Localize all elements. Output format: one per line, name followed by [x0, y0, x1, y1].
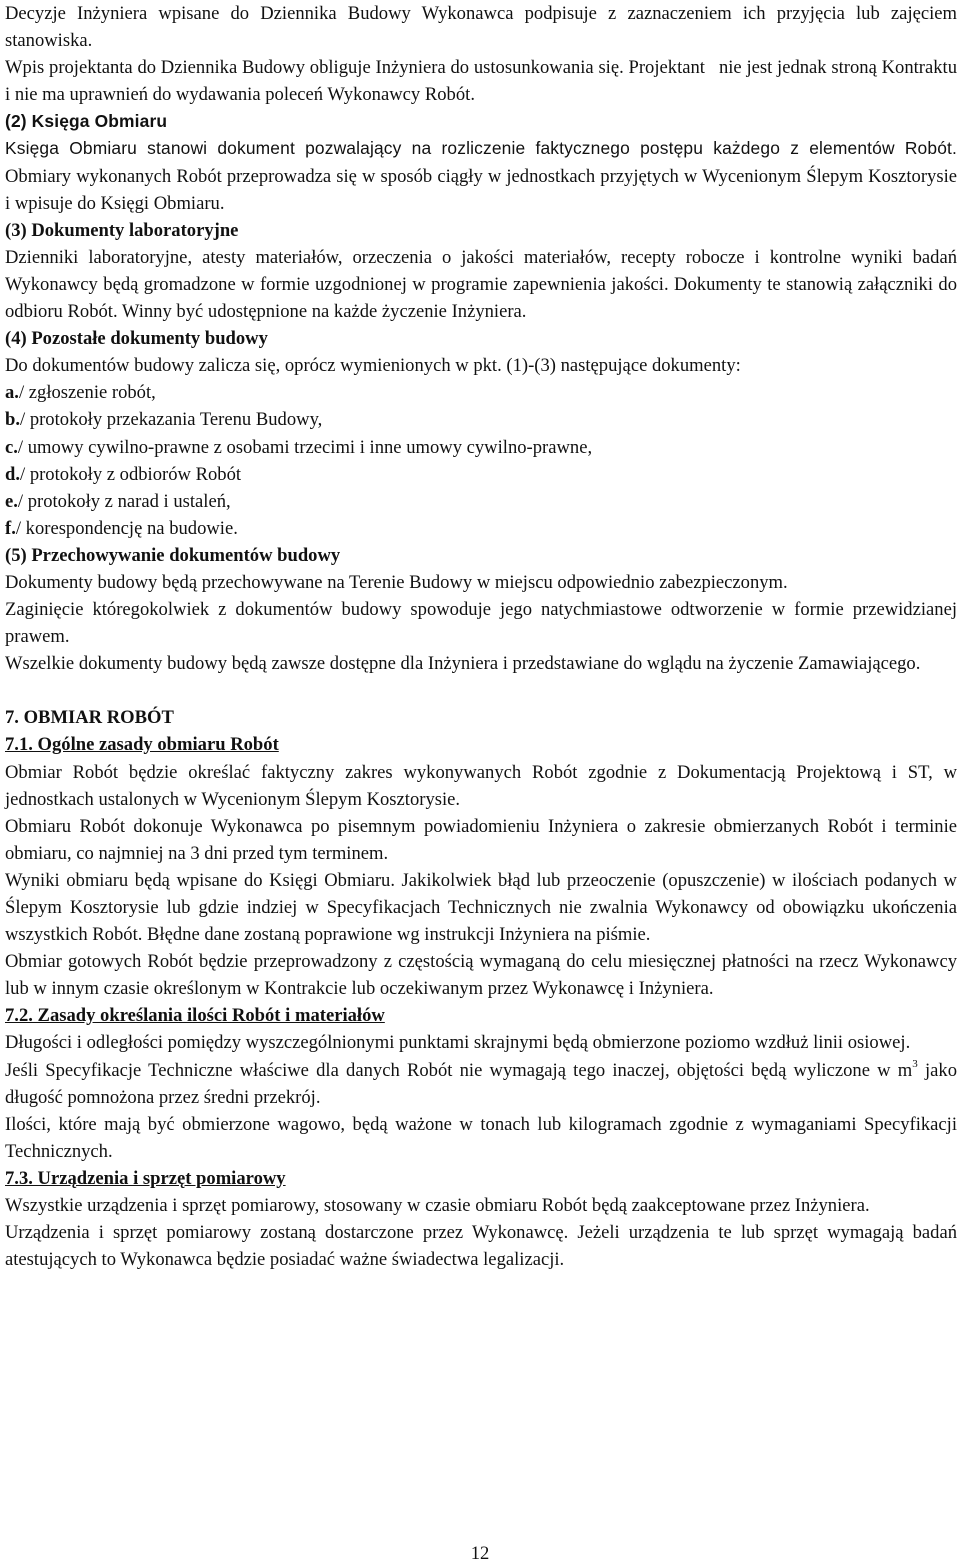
document-list: [5, 379, 957, 542]
list-item-text: / umowy cywilno-prawne z osobami trzecimi i inne umowy cywilno-prawne,: [17, 436, 593, 458]
paragraph: Dzienniki laboratoryjne, atesty materiałów, orzeczenia o jakości materiałów, recepty robocze i kontrolne wyniki badań Wykonawcy będą gromadzone w formie uzgodnionej w programie zapewnienia jakości. Dokumenty te stanowią załączniki do odbioru Robót. Winny być udostępnione na każde życzenie Inżyniera.: [5, 246, 957, 323]
paragraph: Obmiar Robót będzie określać faktyczny zakres wykonywanych Robót zgodnie z Dokumentacją Projektową i ST, w jednostkach ustalonych w Wycenionym Ślepym Kosztorysie.: [5, 761, 957, 810]
paragraph: Decyzje Inżyniera wpisane do Dziennika Budowy Wykonawca podpisuje z zaznaczeniem ich przyjęcia lub zajęciem stanowiska.: [5, 3, 957, 52]
list-marker: e.: [5, 490, 18, 512]
superscript: 3: [912, 1058, 918, 1071]
paragraph-text: Obmiary wykonanych Robót przeprowadza się w sposób ciągły w jednostkach przyjętych w Wycenionym Ślepym Kosztorysie i wpisuje do Księgi Obmiaru.: [5, 165, 957, 214]
list-item-text: / protokoły przekazania Terenu Budowy,: [20, 409, 323, 431]
paragraph: Wszelkie dokumenty budowy będą zawsze dostępne dla Inżyniera i przedstawiane do wglądu na życzenie Zamawiającego.: [5, 653, 921, 675]
list-marker: b.: [5, 409, 20, 431]
subsection-heading: 7.2. Zasady określania ilości Robót i materiałów: [5, 1005, 385, 1027]
paragraph: Ilości, które mają być obmierzone wagowo, będą ważone w tonach lub kilogramach zgodnie z wymaganiami Specyfikacji Technicznych.: [5, 1113, 957, 1162]
paragraph: Długości i odległości pomiędzy wyszczególnionymi punktami skrajnymi będą obmierzone poziomo wzdłuż linii osiowej.: [5, 1032, 911, 1054]
page-number: 12: [470, 1543, 490, 1564]
paragraph: Obmiaru Robót dokonuje Wykonawca po pisemnym powiadomieniu Inżyniera o zakresie obmierzanych Robót i terminie obmiaru, co najmniej na 3 dni przed tym terminem.: [5, 815, 957, 864]
paragraph-text: Wpis projektanta do Dziennika Budowy obliguje Inżyniera do ustosunkowania się. Projektant: [5, 57, 705, 79]
paragraph: Zaginięcie któregokolwiek z dokumentów budowy spowoduje jego natychmiastowe odtworzenie w formie przewidzianej prawem.: [5, 599, 957, 648]
list-marker: c.: [5, 436, 18, 458]
paragraph: Do dokumentów budowy zalicza się, oprócz wymienionych w pkt. (1)-(3) następujące dokumenty:: [5, 355, 741, 377]
list-item-text: / protokoły z odbiorów Robót: [20, 463, 242, 485]
list-item: [5, 434, 957, 461]
section-heading: (3) Dokumenty laboratoryjne: [5, 219, 239, 241]
paragraph-text: Księga Obmiaru stanowi dokument pozwalający na rozliczenie faktycznego postępu każdego z elementów Robót.: [5, 138, 957, 159]
paragraph: [5, 1057, 957, 1111]
section-heading: (5) Przechowywanie dokumentów budowy: [5, 544, 341, 566]
list-item: [5, 461, 957, 488]
list-item-text: / korespondencję na budowie.: [15, 517, 238, 539]
paragraph: Urządzenia i sprzęt pomiarowy zostaną dostarczone przez Wykonawcę. Jeżeli urządzenia te lub sprzęt wymagają badań atestujących to Wykonawca będzie posiadać ważne świadectwa legalizacji.: [5, 1222, 957, 1271]
paragraph: Obmiar gotowych Robót będzie przeprowadzony z częstością wymaganą do celu miesięcznej płatności na rzecz Wykonawcy lub w innym czasie określonym w Kontrakcie lub oczekiwanym przez Wykonawcę i Inżyniera.: [5, 951, 957, 1000]
list-item-text: / zgłoszenie robót,: [18, 382, 156, 404]
paragraph: Wszystkie urządzenia i sprzęt pomiarowy, stosowany w czasie obmiaru Robót będą zaakceptowane przez Inżyniera.: [5, 1195, 870, 1217]
paragraph: [5, 54, 957, 108]
list-item: [5, 379, 957, 406]
list-marker: a.: [5, 382, 19, 404]
subsection-heading: 7.1. Ogólne zasady obmiaru Robót: [5, 734, 279, 756]
paragraph-text: jako długość pomnożona przez średni przekrój.: [5, 1059, 957, 1108]
chapter-heading: 7. OBMIAR ROBÓT: [5, 707, 174, 729]
paragraph-text: Jeśli Specyfikacje Techniczne właściwe dla danych Robót nie wymagają tego inaczej, objętości będą wyliczone w m: [5, 1059, 913, 1081]
paragraph: [5, 135, 957, 216]
section-heading: (4) Pozostałe dokumenty budowy: [5, 328, 268, 350]
subsection-heading: 7.3. Urządzenia i sprzęt pomiarowy: [5, 1167, 286, 1189]
list-item: [5, 488, 957, 515]
document-page: [5, 0, 957, 1273]
list-marker: f.: [5, 517, 16, 539]
list-item: [5, 406, 957, 433]
spacer: [5, 677, 957, 704]
paragraph: Wyniki obmiaru będą wpisane do Księgi Obmiaru. Jakikolwiek błąd lub przeoczenie (opuszczenie) w ilościach podanych w Ślepym Kosztorysie lub gdzie indziej w Specyfikacjach Technicznych nie zwalnia Wykonawcy od obowiązku ukończenia wszystkich Robót. Błędne dane zostaną poprawione wg instrukcji Inżyniera na piśmie.: [5, 869, 957, 946]
paragraph: Dokumenty budowy będą przechowywane na Terenie Budowy w miejscu odpowiednio zabezpieczonym.: [5, 571, 788, 593]
list-item-text: / protokoły z narad i ustaleń,: [17, 490, 231, 512]
list-marker: d.: [5, 463, 20, 485]
paragraph-text: nie jest jednak stroną Kontraktu i nie ma uprawnień do wydawania poleceń Wykonawcy Robót.: [5, 57, 957, 106]
list-item: [5, 515, 957, 542]
section-heading: (2) Księga Obmiaru: [5, 111, 168, 132]
